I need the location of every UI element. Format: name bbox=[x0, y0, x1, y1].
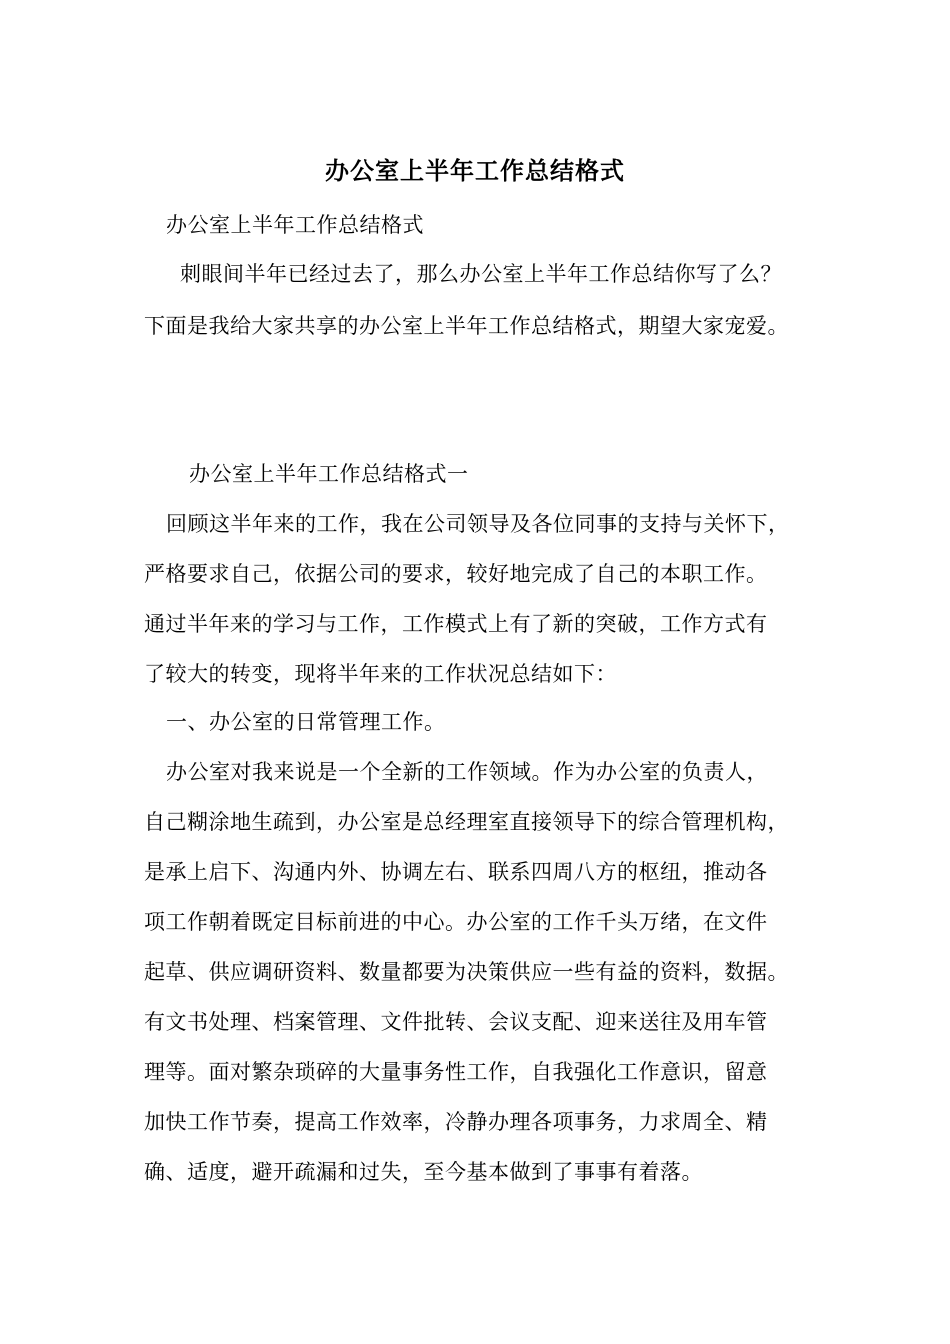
intro-line-2: 下面是我给大家共享的办公室上半年工作总结格式，期望大家宠爱。 bbox=[144, 314, 789, 338]
subtitle-line: 办公室上半年工作总结格式 bbox=[166, 213, 424, 237]
paragraph-line: 起草、供应调研资料、数量都要为决策供应一些有益的资料，数据。 bbox=[144, 960, 789, 984]
intro-line-1: 刺眼间半年已经过去了，那么办公室上半年工作总结你写了么？ bbox=[180, 262, 782, 286]
paragraph-line: 确、适度，避开疏漏和过失，至今基本做到了事事有着落。 bbox=[144, 1160, 703, 1184]
paragraph-line: 了较大的转变，现将半年来的工作状况总结如下： bbox=[144, 662, 617, 686]
paragraph-line: 通过半年来的学习与工作，工作模式上有了新的突破，工作方式有 bbox=[144, 612, 768, 636]
subsection-heading: 一、办公室的日常管理工作。 bbox=[166, 710, 446, 734]
paragraph-line: 自己糊涂地生疏到，办公室是总经理室直接领导下的综合管理机构， bbox=[144, 810, 789, 834]
paragraph-line: 项工作朝着既定目标前进的中心。办公室的工作千头万绪，在文件 bbox=[144, 910, 768, 934]
paragraph-line: 是承上启下、沟通内外、协调左右、联系四周八方的枢纽，推动各 bbox=[144, 860, 768, 884]
document-title: 办公室上半年工作总结格式 bbox=[325, 156, 625, 185]
paragraph-line: 严格要求自己，依据公司的要求，较好地完成了自己的本职工作。 bbox=[144, 562, 768, 586]
section-heading: 办公室上半年工作总结格式一 bbox=[189, 462, 469, 486]
paragraph-line: 有文书处理、档案管理、文件批转、会议支配、迎来送往及用车管 bbox=[144, 1010, 768, 1034]
paragraph-line: 加快工作节奏，提高工作效率，冷静办理各项事务，力求周全、精 bbox=[144, 1110, 768, 1134]
paragraph-line: 理等。面对繁杂琐碎的大量事务性工作，自我强化工作意识，留意 bbox=[144, 1060, 768, 1084]
paragraph-line: 办公室对我来说是一个全新的工作领域。作为办公室的负责人， bbox=[166, 760, 768, 784]
paragraph-line: 回顾这半年来的工作，我在公司领导及各位同事的支持与关怀下， bbox=[166, 512, 790, 536]
